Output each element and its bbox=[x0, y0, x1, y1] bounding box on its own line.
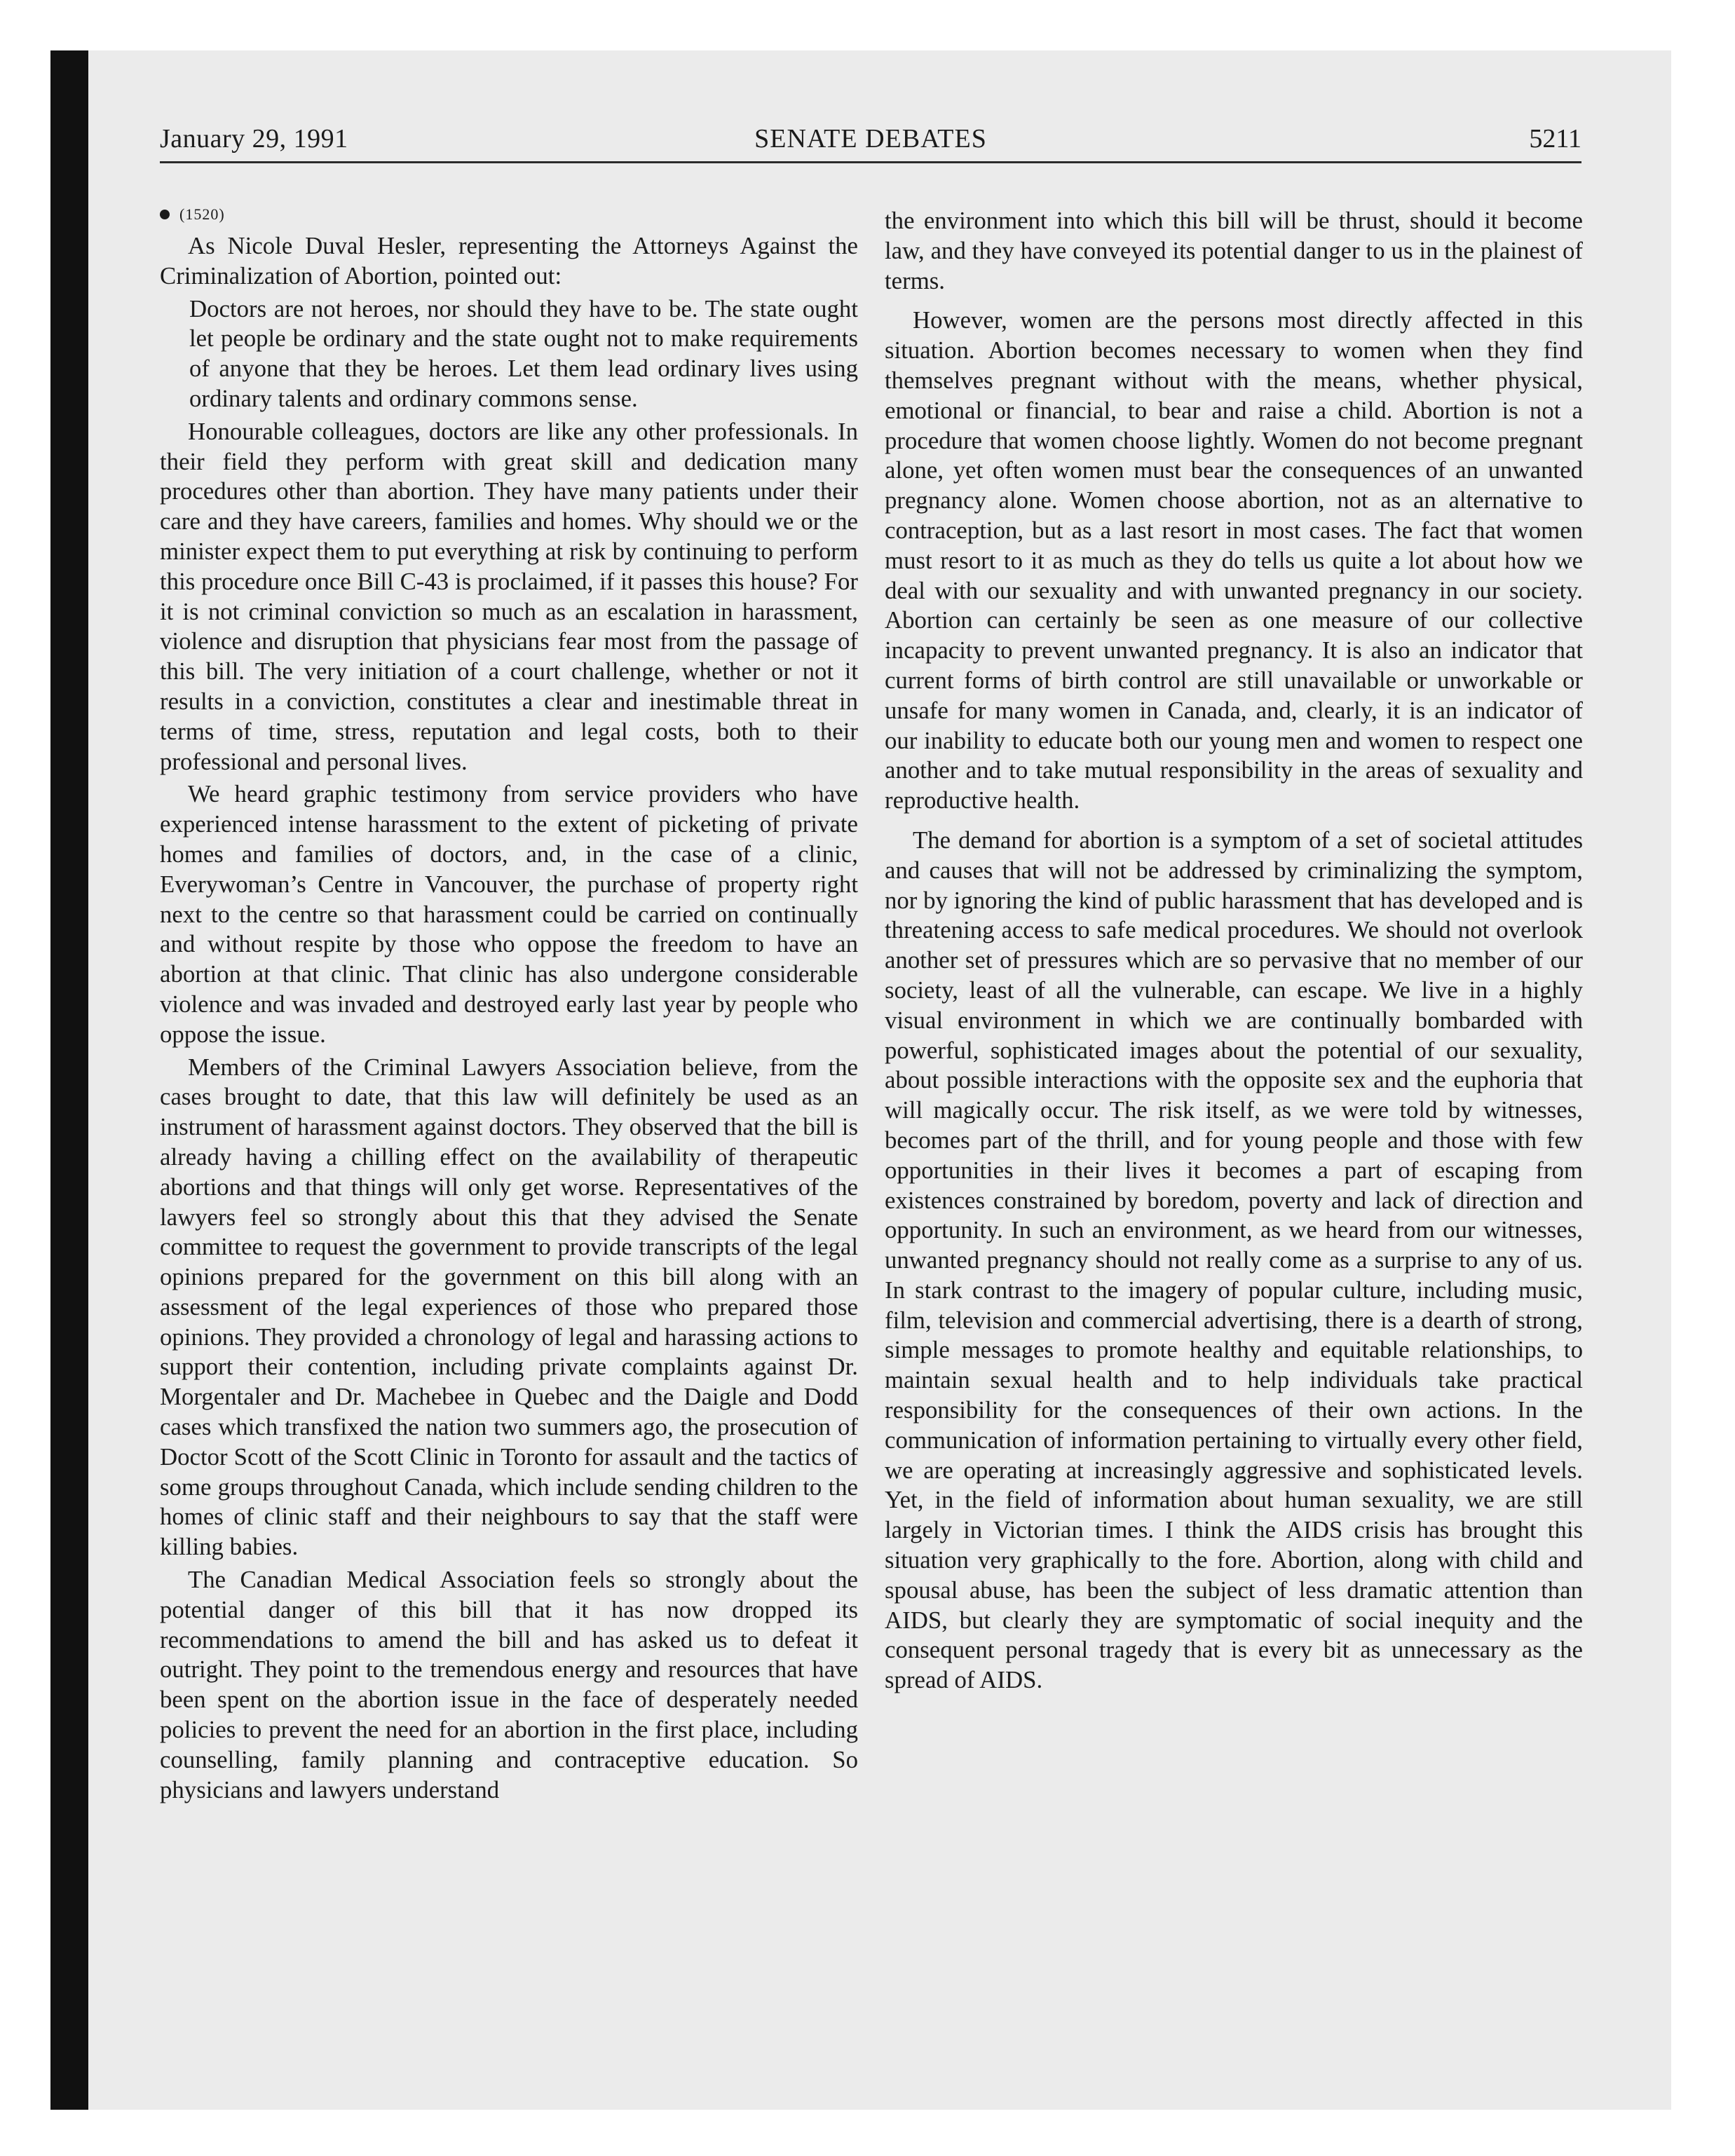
right-column bbox=[885, 206, 1583, 1696]
scan-edge bbox=[50, 50, 88, 2110]
header-page-number: 5211 bbox=[1529, 124, 1581, 153]
paragraph: As Nicole Duval Hesler, representing the Attorneys Against the Criminalization of Abortion, pointed out: bbox=[160, 232, 858, 289]
paragraph: The Canadian Medical Association feels so strongly about the potential danger of this bill that it has now dropped its recommendations to amend the bill and has asked us to defeat it outright. They point to the tremendous energy and resources that have been spent on the abortion issue in the face of desperately needed policies to prevent the need for an abortion in the first place, including counselling, family planning and contraceptive education. So physicians and lawyers understand bbox=[160, 1566, 858, 1803]
paragraph: Honourable colleagues, doctors are like any other professionals. In their field they perform with great skill and dedication many procedures other than abortion. They have many patients under their care and they have careers, families and homes. Why should we or the minister expect them to put everything at risk by continuing to perform this procedure once Bill C-43 is proclaimed, if it passes this house? For it is not criminal conviction so much as an escalation in harassment, violence and disruption that physicians fear most from the passage of this bill. The very initiation of a court challenge, whether or not it results in a conviction, constitutes a clear and inestimable threat in terms of time, stress, reputation and legal costs, both to their professional and personal lives. bbox=[160, 417, 858, 775]
page-header bbox=[160, 118, 1581, 163]
time-marker-text: (1520) bbox=[179, 205, 225, 223]
header-title: SENATE DEBATES bbox=[754, 124, 987, 153]
paragraph: We heard graphic testimony from service providers who have experienced intense harassment to the extent of picketing of private homes and families of doctors, and, in the case of a clinic, Everywoman’s Centre in Vancouver, the purchase of property right next to the centre so that harassment could be carried on continually and without respite by those who oppose the freedom to have an abortion at that clinic. That clinic has also undergone considerable violence and was invaded and destroyed early last year by people who oppose the issue. bbox=[160, 780, 858, 1048]
block-quote: Doctors are not heroes, nor should they have to be. The state ought let people be ordinary and the state ought not to make requirements of anyone that they be heroes. Let them lead ordinary lives using ordinary talents and ordinary commons sense. bbox=[189, 294, 858, 412]
time-marker bbox=[160, 203, 858, 226]
bullet-icon bbox=[160, 210, 170, 219]
left-column bbox=[160, 203, 858, 1805]
paragraph: the environment into which this bill will be thrust, should it become law, and they have conveyed its potential danger to us in the plainest of terms. bbox=[885, 207, 1583, 294]
paragraph: Members of the Criminal Lawyers Association believe, from the cases brought to date, that this law will definitely be used as an instrument of harassment against doctors. They observed that the bill is already having a chilling effect on the availability of therapeutic abortions and that things will only get worse. Representatives of the lawyers feel so strongly about this that they advised the Senate committee to request the government to provide transcripts of the legal opinions prepared for the government on this bill along with an assessment of the legal experiences of those who prepared those opinions. They provided a chronology of legal and harassing actions to support their contention, including private complaints against Dr. Morgentaler and Dr. Machebee in Quebec and the Daigle and Dodd cases which transfixed the nation two summers ago, the prosecution of Doctor Scott of the Scott Clinic in Toronto for assault and the tactics of some groups throughout Canada, which include sending children to the homes of clinic staff and their neighbours to say that the staff were killing babies. bbox=[160, 1053, 858, 1561]
header-date: January 29, 1991 bbox=[160, 124, 348, 153]
paragraph: The demand for abortion is a symptom of a set of societal attitudes and causes that will not be addressed by criminalizing the symptom, nor by ignoring the kind of public harassment that has developed and is threatening access to safe medical procedures. We should not overlook another set of pressures which are so pervasive that no member of our society, least of all the vulnerable, can escape. We live in a highly visual environment in which we are continually bombarded with powerful, sophisticated images about the potential of our sexuality, about possible interactions with the opposite sex and the euphoria that will magically occur. The risk itself, as we were told by witnesses, becomes part of the thrill, and for young people and those with few opportunities in their lives it becomes a part of escaping from existences constrained by boredom, poverty and lack of direction and opportunity. In such an environment, as we heard from our witnesses, unwanted pregnancy should not really come as a surprise to any of us. In stark contrast to the imagery of popular culture, including music, film, television and commercial advertising, there is a dearth of strong, simple messages to promote healthy and equitable relationships, to maintain sexual health and to help individuals take practical responsibility for the consequences of their own actions. In the communication of information pertaining to virtually every other field, we are operating at increasingly aggressive and sophisticated levels. Yet, in the field of information about human sexuality, we are still largely in Victorian times. I think the AIDS crisis has brought this situation very graphically to the fore. Abortion, along with child and spousal abuse, has been the subject of less dramatic attention than AIDS, but clearly they are symptomatic of social inequity and the consequent personal tragedy that is every bit as unnecessary as the spread of AIDS. bbox=[885, 826, 1583, 1694]
paragraph: However, women are the persons most directly affected in this situation. Abortion becomes necessary to women when they find themselves pregnant without with the means, whether physical, emotional or financial, to bear and raise a child. Abortion is not a procedure that women choose lightly. Women do not become pregnant alone, yet often women must bear the consequences of an unwanted pregnancy alone. Women choose abortion, not as an alternative to contraception, but as a last resort in most cases. The fact that women must resort to it as much as they do tells us quite a lot about how we deal with our sexuality and with unwanted pregnancy in our society. Abortion can certainly be seen as one measure of our collective incapacity to prevent unwanted pregnancy. It is also an indicator that current forms of birth control are still unavailable or unworkable or unsafe for many women in Canada, and, clearly, it is an indicator of our inability to educate both our young men and women to respect one another and to take mutual responsibility in the areas of sexuality and reproductive health. bbox=[885, 306, 1583, 814]
